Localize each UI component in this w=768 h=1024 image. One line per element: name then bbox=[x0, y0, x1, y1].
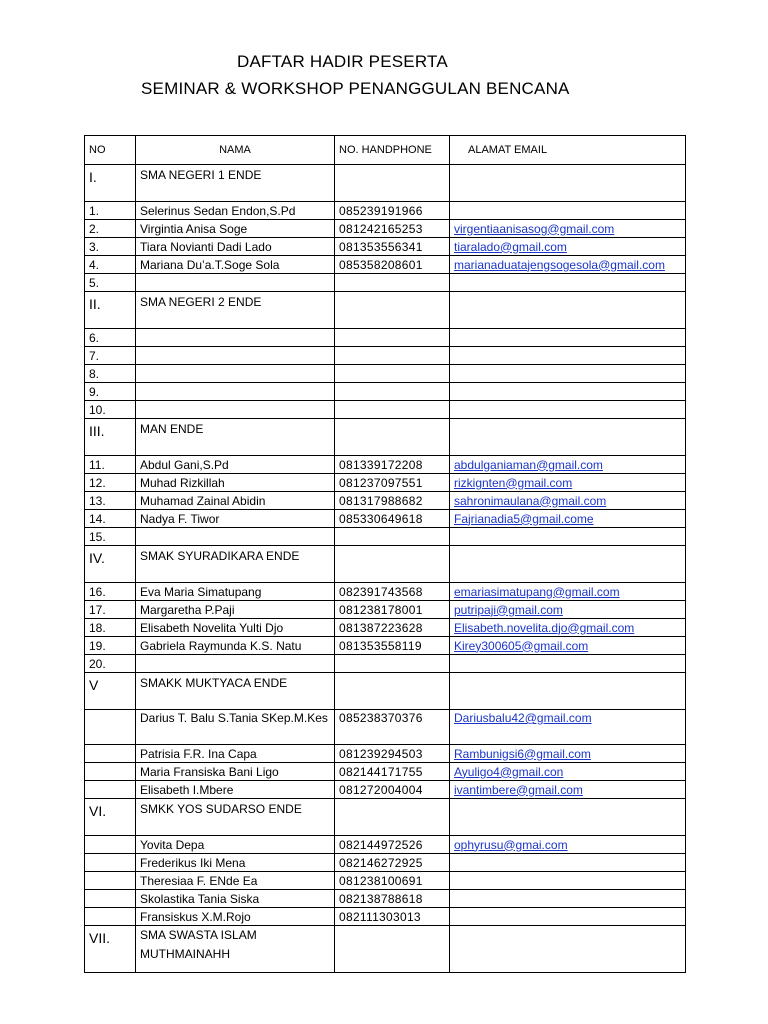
table-row bbox=[85, 872, 686, 890]
table-row bbox=[85, 274, 686, 292]
table-row bbox=[85, 763, 686, 781]
phone-number: 085330649618 bbox=[335, 510, 450, 528]
phone-number: 081353558119 bbox=[335, 637, 450, 655]
email-link[interactable]: Dariusbalu42@gmail.com bbox=[454, 711, 592, 725]
email-link[interactable]: Rambunigsi6@gmail.com bbox=[454, 746, 591, 761]
document-subtitle: SEMINAR & WORKSHOP PENANGGULAN BENCANA bbox=[141, 79, 570, 98]
participant-name: Skolastika Tania Siska bbox=[136, 890, 335, 908]
participant-name: Yovita Depa bbox=[136, 836, 335, 854]
row-number: 20. bbox=[85, 655, 136, 673]
participant-name: Selerinus Sedan Endon,S.Pd bbox=[136, 202, 335, 220]
participant-name: Elisabeth Novelita Yulti Djo bbox=[136, 619, 335, 637]
email-cell bbox=[450, 619, 686, 637]
phone-number: 081237097551 bbox=[335, 474, 450, 492]
email-cell bbox=[450, 256, 686, 274]
email-cell bbox=[450, 220, 686, 238]
phone-number bbox=[335, 329, 450, 347]
email-link[interactable]: marianaduatajengsogesola@gmail.com bbox=[454, 257, 665, 272]
row-number: 12. bbox=[85, 474, 136, 492]
email-link[interactable]: Fajrianadia5@gmail.come bbox=[454, 511, 594, 526]
phone-number: 082111303013 bbox=[335, 908, 450, 926]
row-number: 17. bbox=[85, 601, 136, 619]
table-row bbox=[85, 256, 686, 274]
email-cell bbox=[450, 401, 686, 419]
phone-number: 082144972526 bbox=[335, 836, 450, 854]
row-number bbox=[85, 710, 136, 745]
participant-name: Theresiaa F. ENde Ea bbox=[136, 872, 335, 890]
email-cell bbox=[450, 763, 686, 781]
row-number bbox=[85, 781, 136, 799]
participant-name: Patrisia F.R. Ina Capa bbox=[136, 745, 335, 763]
table-row bbox=[85, 745, 686, 763]
phone-number bbox=[335, 401, 450, 419]
email-cell bbox=[450, 854, 686, 872]
participant-name: Eva Maria Simatupang bbox=[136, 583, 335, 601]
school-row bbox=[85, 165, 686, 202]
email-cell bbox=[450, 528, 686, 546]
table-row bbox=[85, 220, 686, 238]
participant-name: Elisabeth I.Mbere bbox=[136, 781, 335, 799]
email-link[interactable]: emariasimatupang@gmail.com bbox=[454, 584, 620, 599]
table-row bbox=[85, 710, 686, 745]
email-link[interactable]: Kirey300605@gmail.com bbox=[454, 638, 589, 653]
participant-name bbox=[136, 329, 335, 347]
phone-number: 081387223628 bbox=[335, 619, 450, 637]
phone-number bbox=[335, 274, 450, 292]
phone-number bbox=[335, 347, 450, 365]
email-cell bbox=[450, 238, 686, 256]
table-row bbox=[85, 890, 686, 908]
phone-number: 081317988682 bbox=[335, 492, 450, 510]
row-number: 10. bbox=[85, 401, 136, 419]
school-email-cell bbox=[450, 292, 686, 329]
participant-name: Muhamad Zainal Abidin bbox=[136, 492, 335, 510]
table-row bbox=[85, 583, 686, 601]
school-name: SMA SWASTA ISLAM MUTHMAINAHH bbox=[136, 926, 335, 973]
phone-number: 081238178001 bbox=[335, 601, 450, 619]
table-row bbox=[85, 510, 686, 528]
school-name: MAN ENDE bbox=[136, 419, 335, 456]
school-phone-cell bbox=[335, 799, 450, 836]
header-alamat-email: ALAMAT EMAIL bbox=[450, 136, 686, 165]
participant-name: Maria Fransiska Bani Ligo bbox=[136, 763, 335, 781]
email-cell bbox=[450, 836, 686, 854]
email-cell bbox=[450, 583, 686, 601]
row-number: 6. bbox=[85, 329, 136, 347]
phone-number: 082144171755 bbox=[335, 763, 450, 781]
phone-number: 081353556341 bbox=[335, 238, 450, 256]
email-link[interactable]: rizkignten@gmail.com bbox=[454, 475, 573, 490]
email-cell bbox=[450, 329, 686, 347]
table-row bbox=[85, 601, 686, 619]
participant-name: Gabriela Raymunda K.S. Natu bbox=[136, 637, 335, 655]
row-number: 2. bbox=[85, 220, 136, 238]
participant-name: Tiara Novianti Dadi Lado bbox=[136, 238, 335, 256]
table-row bbox=[85, 637, 686, 655]
phone-number: 082138788618 bbox=[335, 890, 450, 908]
email-cell bbox=[450, 202, 686, 220]
row-number: 16. bbox=[85, 583, 136, 601]
table-row bbox=[85, 238, 686, 256]
email-link[interactable]: virgentiaanisasog@gmail.com bbox=[454, 221, 615, 236]
phone-number: 085238370376 bbox=[335, 710, 450, 745]
school-name: SMAKK MUKTYACA ENDE bbox=[136, 673, 335, 710]
participant-name: Virgintia Anisa Soge bbox=[136, 220, 335, 238]
row-number: 9. bbox=[85, 383, 136, 401]
email-link[interactable]: Elisabeth.novelita.djo@gmail.com bbox=[454, 620, 635, 635]
email-cell bbox=[450, 890, 686, 908]
school-phone-cell bbox=[335, 673, 450, 710]
school-email-cell bbox=[450, 419, 686, 456]
table-row bbox=[85, 655, 686, 673]
phone-number: 081339172208 bbox=[335, 456, 450, 474]
participant-name: Darius T. Balu S.Tania SKep.M.Kes bbox=[136, 710, 335, 745]
row-number bbox=[85, 872, 136, 890]
row-number: 8. bbox=[85, 365, 136, 383]
email-cell bbox=[450, 781, 686, 799]
row-number bbox=[85, 908, 136, 926]
attendance-table bbox=[84, 135, 686, 973]
school-email-cell bbox=[450, 799, 686, 836]
table-row bbox=[85, 492, 686, 510]
table-row bbox=[85, 474, 686, 492]
phone-number bbox=[335, 528, 450, 546]
school-number: III. bbox=[85, 419, 136, 456]
participant-name: Muhad Rizkillah bbox=[136, 474, 335, 492]
table-row bbox=[85, 528, 686, 546]
school-row bbox=[85, 799, 686, 836]
table-row bbox=[85, 619, 686, 637]
table-row bbox=[85, 908, 686, 926]
school-row bbox=[85, 926, 686, 973]
school-phone-cell bbox=[335, 165, 450, 202]
school-row bbox=[85, 546, 686, 583]
table-row bbox=[85, 456, 686, 474]
school-row bbox=[85, 292, 686, 329]
table-row bbox=[85, 383, 686, 401]
school-number: VI. bbox=[85, 799, 136, 836]
phone-number bbox=[335, 655, 450, 673]
phone-number: 081242165253 bbox=[335, 220, 450, 238]
header-nama: NAMA bbox=[136, 136, 335, 165]
row-number bbox=[85, 854, 136, 872]
school-number: V bbox=[85, 673, 136, 710]
participant-name bbox=[136, 347, 335, 365]
email-cell bbox=[450, 347, 686, 365]
email-link[interactable]: ivantimbere@gmail.com bbox=[454, 782, 583, 797]
participant-name bbox=[136, 365, 335, 383]
school-email-cell bbox=[450, 926, 686, 973]
phone-number: 081238100691 bbox=[335, 872, 450, 890]
phone-number: 085239191966 bbox=[335, 202, 450, 220]
school-number: VII. bbox=[85, 926, 136, 973]
participant-name: Frederikus Iki Mena bbox=[136, 854, 335, 872]
document-title: DAFTAR HADIR PESERTA bbox=[237, 52, 448, 71]
school-name: SMAK SYURADIKARA ENDE bbox=[136, 546, 335, 583]
participant-name bbox=[136, 383, 335, 401]
phone-number: 081272004004 bbox=[335, 781, 450, 799]
table-row bbox=[85, 781, 686, 799]
phone-number bbox=[335, 365, 450, 383]
email-cell bbox=[450, 637, 686, 655]
table-row bbox=[85, 202, 686, 220]
school-phone-cell bbox=[335, 546, 450, 583]
participant-name: Nadya F. Tiwor bbox=[136, 510, 335, 528]
email-cell bbox=[450, 492, 686, 510]
participant-name: Abdul Gani,S.Pd bbox=[136, 456, 335, 474]
row-number: 19. bbox=[85, 637, 136, 655]
email-link[interactable]: sahronimaulana@gmail.com bbox=[454, 493, 607, 508]
row-number: 7. bbox=[85, 347, 136, 365]
email-cell bbox=[450, 274, 686, 292]
phone-number bbox=[335, 383, 450, 401]
table-row bbox=[85, 329, 686, 347]
school-name: SMA NEGERI 1 ENDE bbox=[136, 165, 335, 202]
email-cell bbox=[450, 908, 686, 926]
row-number: 18. bbox=[85, 619, 136, 637]
email-link[interactable]: ophyrusu@gmai.com bbox=[454, 837, 568, 852]
school-number: IV. bbox=[85, 546, 136, 583]
school-name: SMKK YOS SUDARSO ENDE bbox=[136, 799, 335, 836]
school-email-cell bbox=[450, 165, 686, 202]
table-row bbox=[85, 347, 686, 365]
header-handphone: NO. HANDPHONE bbox=[335, 136, 450, 165]
row-number: 13. bbox=[85, 492, 136, 510]
phone-number: 081239294503 bbox=[335, 745, 450, 763]
school-email-cell bbox=[450, 673, 686, 710]
email-cell bbox=[450, 601, 686, 619]
row-number: 14. bbox=[85, 510, 136, 528]
table-row bbox=[85, 854, 686, 872]
participant-name bbox=[136, 528, 335, 546]
email-link[interactable]: putripaji@gmail.com bbox=[454, 602, 563, 617]
school-name: SMA NEGERI 2 ENDE bbox=[136, 292, 335, 329]
school-phone-cell bbox=[335, 926, 450, 973]
phone-number: 082391743568 bbox=[335, 583, 450, 601]
header-no: NO bbox=[85, 136, 136, 165]
row-number: 11. bbox=[85, 456, 136, 474]
participant-name bbox=[136, 655, 335, 673]
phone-number: 082146272925 bbox=[335, 854, 450, 872]
email-cell bbox=[450, 710, 686, 745]
email-cell bbox=[450, 510, 686, 528]
email-link[interactable]: abdulganiaman@gmail.com bbox=[454, 457, 603, 472]
school-phone-cell bbox=[335, 419, 450, 456]
participant-name bbox=[136, 401, 335, 419]
row-number: 3. bbox=[85, 238, 136, 256]
row-number: 5. bbox=[85, 274, 136, 292]
row-number bbox=[85, 745, 136, 763]
email-link[interactable]: Ayuligo4@gmail.con bbox=[454, 764, 564, 779]
row-number: 4. bbox=[85, 256, 136, 274]
school-row bbox=[85, 673, 686, 710]
school-row bbox=[85, 419, 686, 456]
participant-name: Fransiskus X.M.Rojo bbox=[136, 908, 335, 926]
table-header-row bbox=[85, 136, 686, 165]
email-cell bbox=[450, 655, 686, 673]
phone-number: 085358208601 bbox=[335, 256, 450, 274]
school-email-cell bbox=[450, 546, 686, 583]
participant-name: Margaretha P.Paji bbox=[136, 601, 335, 619]
email-cell bbox=[450, 872, 686, 890]
email-link[interactable]: tiaralado@gmail.com bbox=[454, 239, 567, 254]
email-cell bbox=[450, 383, 686, 401]
row-number bbox=[85, 890, 136, 908]
email-cell bbox=[450, 365, 686, 383]
school-phone-cell bbox=[335, 292, 450, 329]
participant-name bbox=[136, 274, 335, 292]
row-number bbox=[85, 763, 136, 781]
row-number: 1. bbox=[85, 202, 136, 220]
table-row bbox=[85, 365, 686, 383]
participant-name: Mariana Du’a.T.Soge Sola bbox=[136, 256, 335, 274]
school-number: II. bbox=[85, 292, 136, 329]
email-cell bbox=[450, 456, 686, 474]
table-row bbox=[85, 401, 686, 419]
email-cell bbox=[450, 745, 686, 763]
row-number bbox=[85, 836, 136, 854]
school-number: I. bbox=[85, 165, 136, 202]
email-cell bbox=[450, 474, 686, 492]
table-row bbox=[85, 836, 686, 854]
row-number: 15. bbox=[85, 528, 136, 546]
